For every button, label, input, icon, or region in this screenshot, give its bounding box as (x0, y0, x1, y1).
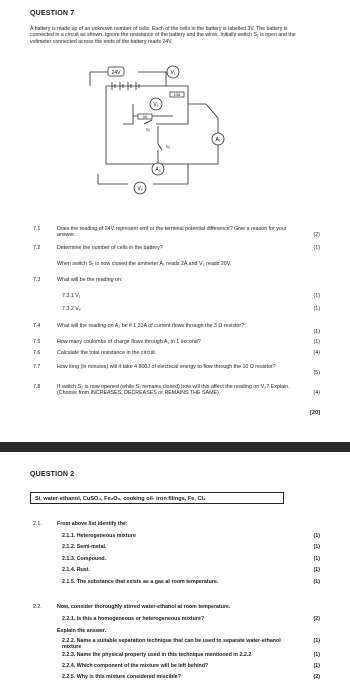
question-intro: A battery is made up of an unknown number of cells. Each of the cells in the battery is labelled 3V. The battery is connected in a circuit as shown. Ignore the resistance of the battery and the wires. Initially switch S₁ is open and the voltmeter connected across the ends of the battery reads 24V. (30, 26, 296, 45)
question-text: If switch S₂ is now opened (while S₁ remains closed) how will this affect the reading on V₃? Explain. (Choose from INCREASES, DECREASES or REMAINS THE SAME) (57, 384, 290, 397)
question-marks: (1) (313, 652, 320, 658)
question-marks: (1) (313, 556, 320, 562)
question-marks: (1) (313, 533, 320, 539)
question-marks: (1) (313, 579, 320, 585)
question-marks: (2) (313, 232, 320, 238)
question-text: 2.2.1. Is this a homogeneous or heterogeneous mixture? (62, 616, 205, 622)
question-text: From above list identify the: (57, 521, 128, 527)
question-text: Calculate the total resistance in the circuit. (57, 350, 157, 356)
question-number: 2.1. (33, 521, 42, 527)
question-marks: (1) (313, 544, 320, 550)
question-text: 7.3.1 V₁ (62, 293, 81, 299)
svg-text:A₂: A₂ (155, 167, 161, 173)
question-marks: (1) (313, 663, 320, 669)
switch-s1 (144, 120, 152, 124)
question-text: Determine the number of cells in the battery? (57, 245, 163, 251)
question-text: How long (in minutes) will it take 4 800J of electrical energy to flow through the 10 Ω resistor? (57, 364, 276, 370)
question-text: What will the reading on A₂ be if 1,33A of current flows through the 3 Ω resistor? (57, 323, 245, 329)
question-text: 2.1.4. Rust. (62, 567, 90, 573)
question-marks: (1) (313, 306, 320, 312)
question-marks: (1) (313, 329, 320, 335)
question-number: 7.8 (33, 384, 41, 390)
question-text: When switch S₁ is now closed the ammeter A₁ reads 2A and V₃ reads 20V. (57, 261, 232, 267)
question-marks: (4) (313, 350, 320, 356)
question-text: 2.2.3. Name the physical property used in this technique mentioned in 2.2.2 (62, 652, 252, 658)
svg-text:A₁: A₁ (215, 137, 221, 143)
svg-text:V₂: V₂ (153, 102, 159, 108)
question-marks: (1) (313, 339, 320, 345)
page-separator (0, 442, 350, 452)
question-number: 7.1 (33, 226, 41, 232)
substance-list-box: Si, water-ethanol, CuSO₄, Fe₂O₃, cooking oil- iron filings, Fe, Cl₂ (30, 492, 284, 504)
question-2-page (0, 452, 350, 700)
question-text: 2.1.2. Semi-metal. (62, 544, 107, 550)
total-marks: [20] (310, 410, 320, 416)
question-text: 2.2.5. Why is this mixture considered miscible? (62, 674, 181, 680)
question-marks: (1) (313, 638, 320, 644)
question-text: How many coulombs of charge flows through A₁ in 1 second? (57, 339, 201, 345)
svg-text:S₁: S₁ (145, 127, 151, 132)
question-marks: (1) (313, 293, 320, 299)
question-number: 7.2 (33, 245, 41, 251)
battery (106, 82, 144, 90)
question-text: 2.1.5. The substance that exists as a gas at room temperature. (62, 579, 219, 585)
svg-text:S₂: S₂ (166, 144, 171, 149)
question-text: What will be the reading on: (57, 277, 123, 283)
question-title: QUESTION 7 (30, 10, 75, 17)
question-marks: (1) (313, 245, 320, 251)
question-marks: (5) (313, 370, 320, 376)
question-text: Explain the answer. (57, 628, 107, 634)
question-number: 7.3 (33, 277, 41, 283)
question-text: Does the reading of 24V represent emf or the terminal potential difference? Give a reason for your answer. (57, 226, 287, 239)
svg-text:V₁: V₁ (170, 70, 176, 76)
svg-text:10Ω: 10Ω (173, 93, 181, 97)
question-number: 7.4 (33, 323, 41, 329)
question-number: 7.5 (33, 339, 41, 345)
switch-s2 (158, 144, 162, 150)
svg-text:V₃: V₃ (137, 186, 143, 192)
question-text: 7.3.2 V₂ (62, 306, 81, 312)
question-text: 2.2.4. Which component of the mixture will be left behind? (62, 663, 209, 669)
question-text: 2.2.2. Name a suitable separation technique that can be used to separate water-ethanol mixture (62, 638, 281, 651)
question-marks: (1) (313, 567, 320, 573)
question-number: 2.2. (33, 604, 42, 610)
question-text: 2.1.1. Heterogeneous mixture (62, 533, 136, 539)
question-title: QUESTION 2 (30, 471, 75, 478)
question-text: 2.1.3. Compound. (62, 556, 107, 562)
question-marks: (4) (313, 390, 320, 396)
question-number: 7.7 (33, 364, 41, 370)
svg-text:3Ω: 3Ω (142, 115, 148, 119)
question-text: Now, consider thoroughly stirred water-ethanol at room temperature. (57, 604, 231, 610)
question-number: 7.6 (33, 350, 41, 356)
question-marks: (2) (313, 674, 320, 680)
battery-label: 24V (111, 70, 121, 76)
circuit-diagram (78, 64, 238, 199)
question-marks: (2) (313, 616, 320, 622)
